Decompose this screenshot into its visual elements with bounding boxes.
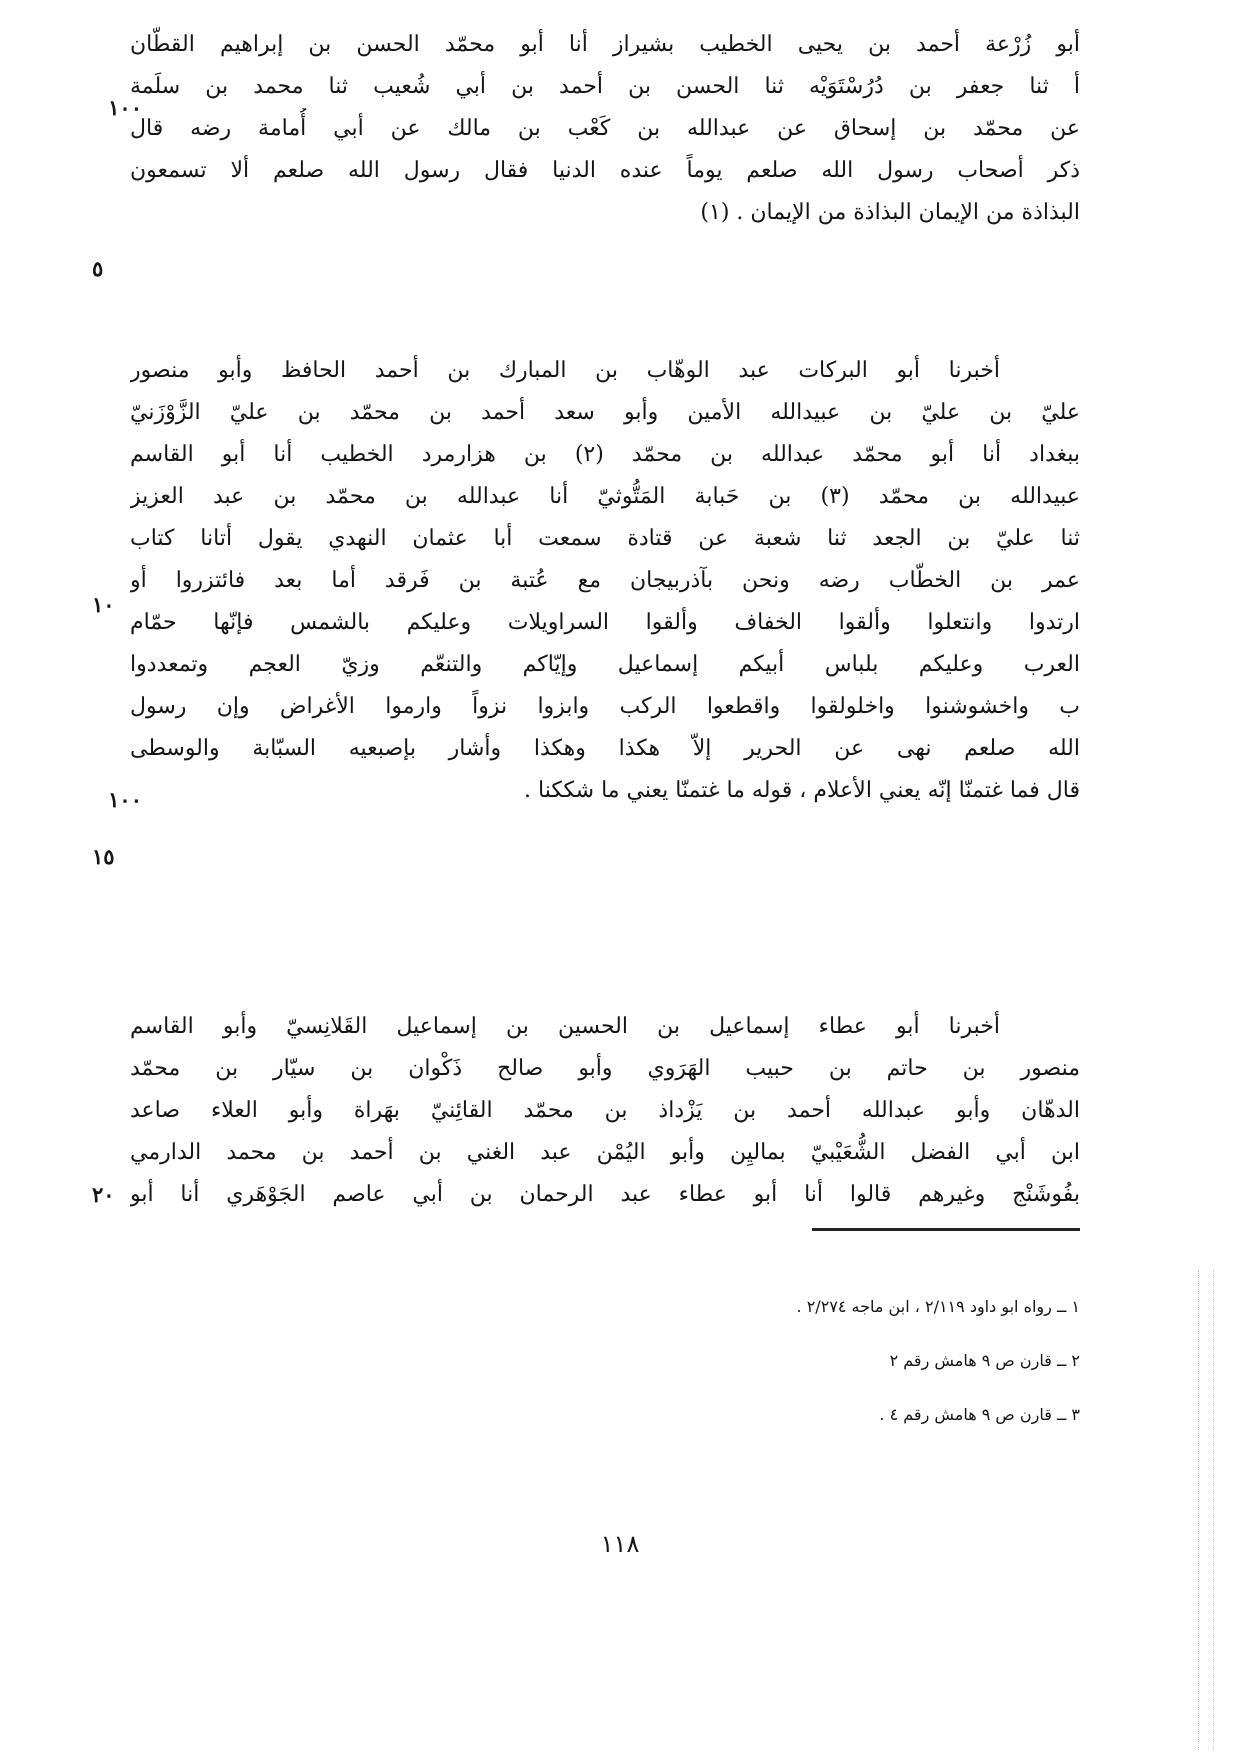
text-line: عن محمّد بن إسحاق عن عبدالله بن كَعْب بن مالك عن أبي أُمامة رضه قال bbox=[130, 116, 1080, 141]
footnote-1: ١ ــ رواه ابو داود ٢/١١٩ ، ابن ماجه ٢/٢٧٤ . bbox=[796, 1297, 1080, 1316]
folio-marker: ١٠٠ bbox=[108, 95, 142, 120]
paragraph-3 bbox=[130, 1006, 1080, 1216]
footnote-2: ٢ ــ قارن ص ٩ هامش رقم ٢ bbox=[889, 1351, 1080, 1370]
text-line: ثنا عليّ بن الجعد ثنا شعبة عن قتادة سمعت أبا عثمان النهدي يقول أتانا كتاب bbox=[130, 526, 1080, 551]
text-line: الله صلعم نهى عن الحرير إلاّ هكذا وهكذا وأشار بإصبعيه السبّابة والوسطى bbox=[130, 736, 1080, 761]
scan-edge-mark bbox=[1198, 1270, 1214, 1750]
text-line: ببغداد أنا أبو محمّد عبدالله بن محمّد (٢) بن هزارمرد الخطيب أنا أبو القاسم bbox=[130, 442, 1080, 467]
line-number-5: ٥ bbox=[92, 256, 104, 281]
text-line: أبو زُرْعة أحمد بن يحيى الخطيب بشيراز أنا أبو محمّد الحسن بن إبراهيم القطّان bbox=[130, 32, 1080, 57]
text-line: منصور بن حاتم بن حبيب الهَرَوي وأبو صالح ذَكْوان بن سيّار بن محمّد bbox=[130, 1056, 1080, 1081]
text-line: أخبرنا أبو عطاء إسماعيل بن الحسين بن إسماعيل القَلانِسيّ وأبو القاسم bbox=[130, 1014, 1000, 1039]
text-line: ذكر أصحاب رسول الله صلعم يوماً عنده الدنيا فقال رسول الله صلعم ألا تسمعون bbox=[130, 158, 1080, 183]
paragraph-1 bbox=[130, 24, 1080, 234]
text-line: عبيدالله بن محمّد (٣) بن حَبابة المَتُّوثيّ أنا عبدالله بن محمّد بن عبد العزيز bbox=[130, 484, 1080, 509]
line-number-10: ١٠ bbox=[92, 592, 115, 617]
folio-marker: ١٠٠ bbox=[108, 787, 142, 812]
text-line: الدهّان وأبو عبدالله أحمد بن يَزْداذ بن محمّد القائِنيّ بهَراة وأبو العلاء صاعد bbox=[130, 1098, 1080, 1123]
text-line: عمر بن الخطّاب رضه ونحن بآذربيجان مع عُتبة بن فَرقد أما بعد فائتزروا أو bbox=[130, 568, 1080, 593]
text-line: عليّ بن عليّ بن عبيدالله الأمين وأبو سعد أحمد بن محمّد بن عليّ الزَّوْزَنيّ bbox=[130, 400, 1080, 425]
text-line: ابن أبي الفضل الشُّعَيْبيّ بماليِن وأبو اليُمْن عبد الغني بن أحمد بن محمد الدارمي bbox=[130, 1140, 1080, 1165]
footnotes bbox=[400, 1280, 1080, 1442]
text-line: العرب وعليكم بلباس أبيكم إسماعيل وإيّاكم والتنعّم وزيّ العجم وتمعددوا bbox=[130, 652, 1080, 677]
text-line: ارتدوا وانتعلوا وألقوا الخفاف وألقوا السراويلات وعليكم بالشمس فإنّها حمّام bbox=[130, 610, 1080, 635]
line-number-20: ٢٠ bbox=[92, 1182, 115, 1207]
footnote-rule bbox=[812, 1228, 1080, 1231]
line-number-15: ١٥ bbox=[92, 844, 115, 869]
text-line: قال فما غتمنّا إنّه يعني الأعلام ، قوله ما غتمنّا يعني ما شككنا . bbox=[524, 778, 1080, 803]
paragraph-2 bbox=[130, 350, 1080, 812]
text-line: بفُوشَنْج وغيرهم قالوا أنا أبو عطاء عبد الرحمان بن أبي عاصم الجَوْهَري أنا أبو bbox=[130, 1182, 1080, 1207]
page-number: ١١٨ bbox=[600, 1530, 640, 1558]
text-line: ب واخشوشنوا واخلولقوا واقطعوا الركب وابزوا نزواً وارموا الأغراض وإن رسول bbox=[130, 694, 1080, 719]
text-line: أخبرنا أبو البركات عبد الوهّاب بن المبارك بن أحمد الحافظ وأبو منصور bbox=[130, 358, 1000, 383]
text-line: أ ثنا جعفر بن دُرُسْتَوَيْه ثنا الحسن بن أحمد بن أبي شُعيب ثنا محمد بن سلَمة bbox=[130, 74, 1080, 99]
footnote-3: ٣ ــ قارن ص ٩ هامش رقم ٤ . bbox=[879, 1405, 1080, 1424]
text-line: البذاذة من الإيمان البذاذة من الإيمان . (١) bbox=[700, 200, 1080, 225]
